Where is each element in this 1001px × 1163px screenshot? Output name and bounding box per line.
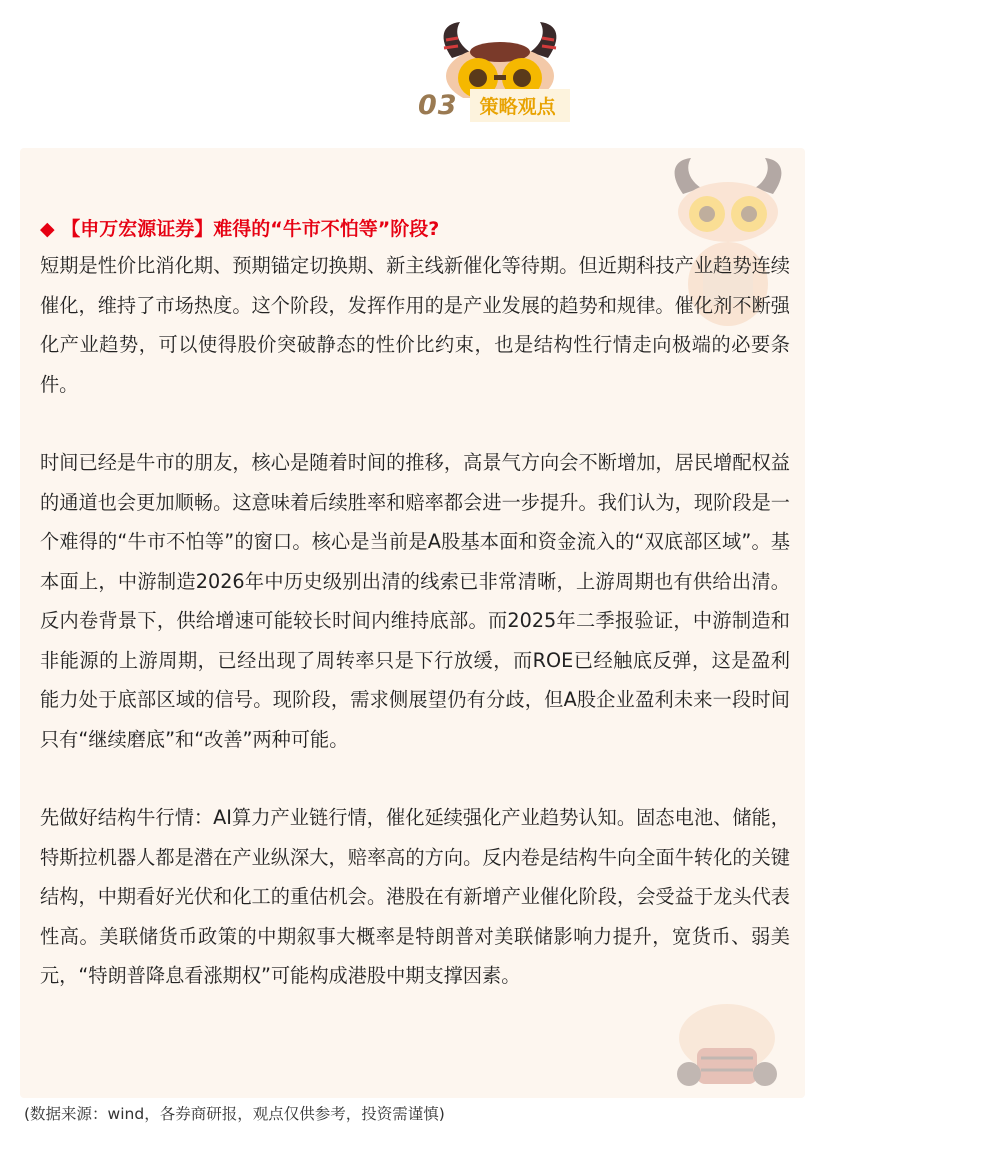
section-number: 03 — [418, 89, 458, 121]
diamond-bullet-icon: ◆ — [40, 218, 55, 240]
article-card — [20, 148, 805, 1098]
bull-watermark-icon — [667, 988, 787, 1098]
article-content — [40, 212, 790, 996]
paragraph-1: 短期是性价比消化期、预期锚定切换期、新主线新催化等待期。但近期科技产业趋势连续催化，维持了市场热度。这个阶段，发挥作用的是产业发展的趋势和规律。催化剂不断强化产业趋势，可以使得股价突破静态的性价比约束，也是结构性行情走向极端的必要条件。 — [40, 254, 790, 396]
article-headline — [40, 212, 790, 246]
section-label: 策略观点 — [470, 89, 570, 122]
bull-mascot-icon — [430, 18, 570, 98]
section-title — [418, 88, 570, 122]
paragraph-2: 时间已经是牛市的朋友，核心是随着时间的推移，高景气方向会不断增加，居民增配权益的通道也会更加顺畅。这意味着后续胜率和赔率都会进一步提升。我们认为，现阶段是一个难得的“牛市不怕等”的窗口。核心是当前是A股基本面和资金流入的“双底部区域”。基本面上，中游制造2026年中历史级别出清的线索已非常清晰，上游周期也有供给出清。反内卷背景下，供给增速可能较长时间内维持底部。而2025年二季报验证，中游制造和非能源的上游周期，已经出现了周转率只是下行放缓，而ROE已经触底反弹，这是盈利能力处于底部区域的信号。现阶段，需求侧展望仍有分歧，但A股企业盈利未来一段时间只有“继续磨底”和“改善”两种可能。 — [40, 451, 790, 751]
source-note: (数据来源：wind，各券商研报，观点仅供参考，投资需谨慎) — [24, 1105, 445, 1123]
headline-text: 【申万宏源证券】难得的“牛市不怕等”阶段? — [61, 218, 440, 240]
section-header — [0, 0, 1001, 130]
paragraph-3: 先做好结构牛行情：AI算力产业链行情，催化延续强化产业趋势认知。固态电池、储能，特斯拉机器人都是潜在产业纵深大，赔率高的方向。反内卷是结构牛向全面牛转化的关键结构，中期看好光伏和化工的重估机会。港股在有新增产业催化阶段，会受益于龙头代表性高。美联储货币政策的中期叙事大概率是特朗普对美联储影响力提升，宽货币、弱美元，“特朗普降息看涨期权”可能构成港股中期支撑因素。 — [40, 806, 790, 987]
